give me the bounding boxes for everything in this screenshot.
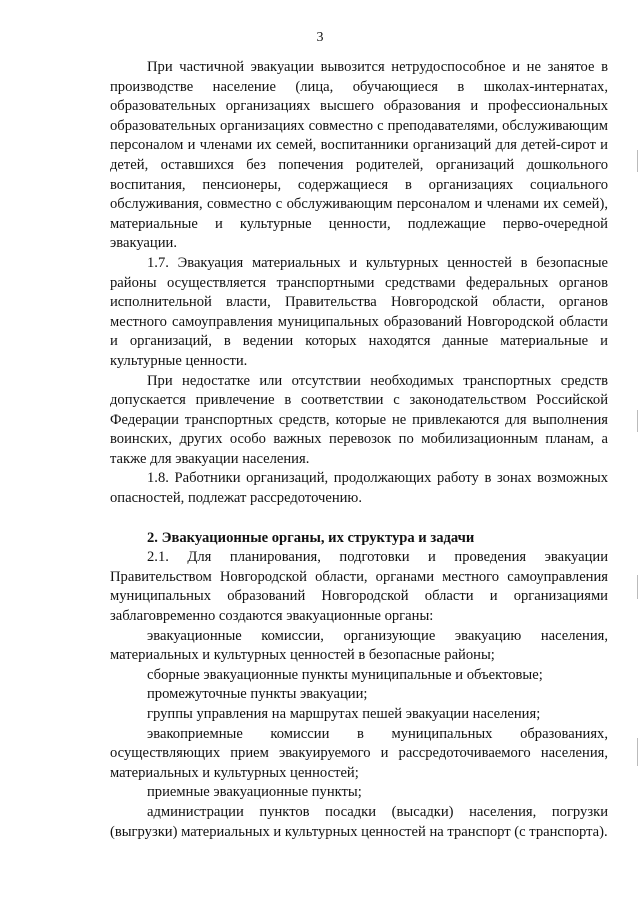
scan-edge-mark bbox=[637, 575, 638, 599]
scan-edge-mark bbox=[637, 738, 638, 766]
paragraph-transport-shortage: При недостатке или отсутствии необходимых транспортных средств допускается привлечение в соответствии с законодательством Российской Федерации транспортных средств, которые не привлекаются для выполнения воинских, других особо важных перевозок по мобилизационным планам, а также для эвакуации населения. bbox=[110, 372, 608, 467]
scan-edge-mark bbox=[637, 410, 638, 432]
scan-edge-mark bbox=[637, 150, 638, 172]
list-item-boarding-administrations: администрации пунктов посадки (высадки) населения, погрузки (выгрузки) материальных и культурных ценностей на транспорт (с транспорта). bbox=[110, 803, 608, 840]
page-number: 3 bbox=[316, 30, 324, 45]
paragraph-partial-evacuation: При частичной эвакуации вывозится нетрудоспособное и не занятое в производстве население (лица, обучающиеся в школах-интернатах, образовательных организациях высшего образования и профессиональных образовательных организациях совместно с преподавателями, обслуживающим персоналом и членами их семей, воспитанники организаций для детей-сирот и детей, оставшихся без попечения родителей, организаций дошкольного воспитания, пенсионеры, содержащиеся в организациях социального обслуживания, совместно с обслуживающим персоналом и членами их семей), материальные и культурные ценности, подлежащие перво-очередной эвакуации. bbox=[110, 59, 608, 252]
list-item-reception-commissions: эвакоприемные комиссии в муниципальных образованиях, осуществляющих прием эвакуируемого и рассредоточиваемого населения, материальных и культурных ценностей; bbox=[110, 725, 608, 781]
section-heading: 2. Эвакуационные органы, их структура и задачи bbox=[147, 529, 475, 546]
list-item-reception-points: приемные эвакуационные пункты; bbox=[147, 784, 362, 801]
list-item-intermediate-points: промежуточные пункты эвакуации; bbox=[147, 686, 368, 703]
paragraph-1-7: 1.7. Эвакуация материальных и культурных ценностей в безопасные районы осуществляется транспортными средствами федеральных органов исполнительной власти, Правительства Новгородской области, органов местного самоуправления муниципальных образований Новгородской области и организаций, в ведении которых находятся данные материальные и культурные ценности. bbox=[110, 254, 608, 369]
list-item-route-groups: группы управления на маршрутах пешей эвакуации населения; bbox=[147, 706, 541, 722]
document-body bbox=[110, 58, 608, 842]
list-item-evac-commissions: эвакуационные комиссии, организующие эвакуацию населения, материальных и культурных ценностей в безопасные районы; bbox=[110, 627, 608, 664]
paragraph-1-8: 1.8. Работники организаций, продолжающих работу в зонах возможных опасностей, подлежат рассредоточению. bbox=[110, 470, 608, 507]
paragraph-2-1: 2.1. Для планирования, подготовки и проведения эвакуации Правительством Новгородской области, органами местного самоуправления муниципальных образований Новгородской области и организациями заблаговременно создаются эвакуационные органы: bbox=[110, 549, 608, 625]
list-item-assembly-points: сборные эвакуационные пункты муниципальные и объектовые; bbox=[147, 666, 543, 683]
